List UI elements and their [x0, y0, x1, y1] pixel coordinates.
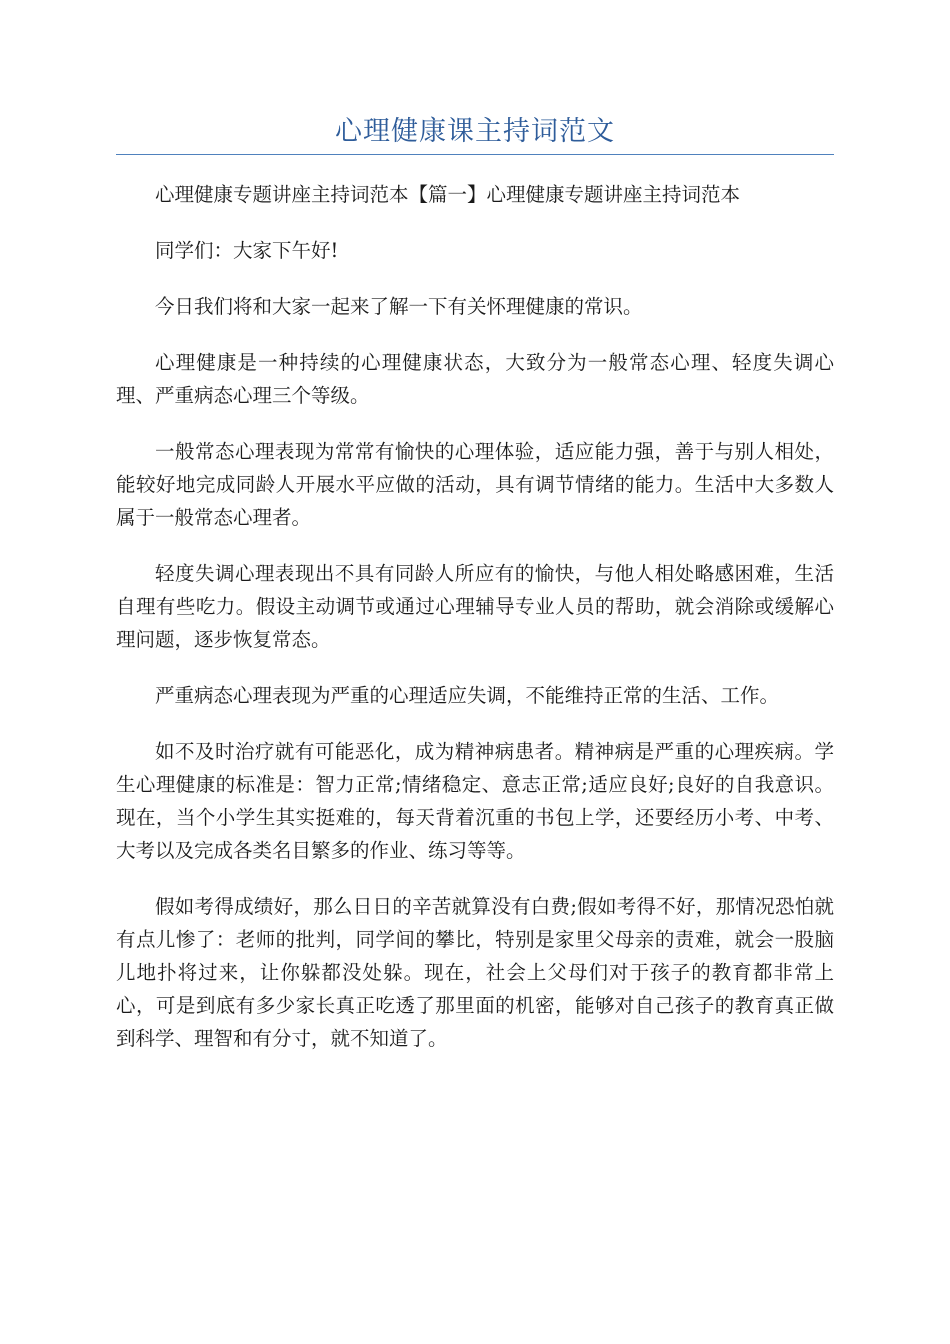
- document-body: [116, 178, 834, 1078]
- title-underline: [116, 154, 834, 155]
- paragraph: 同学们：大家下午好!: [155, 239, 339, 262]
- paragraph: 心理健康是一种持续的心理健康状态，大致分为一般常态心理、轻度失调心理、严重病态心理三个等级。: [116, 351, 834, 407]
- paragraph: 心理健康专题讲座主持词范本【篇一】心理健康专题讲座主持词范本: [155, 183, 741, 206]
- paragraph: 假如考得成绩好，那么日日的辛苦就算没有白费;假如考得不好，那情况恐怕就有点儿惨了：老师的批判，同学间的攀比，特别是家里父母亲的责难，就会一股脑儿地扑将过来，让你躲都没处躲。现在，社会上父母们对于孩子的教育都非常上心，可是到底有多少家长真正吃透了那里面的机密，能够对自己孩子的教育真正做到科学、理智和有分寸，就不知道了。: [116, 895, 834, 1050]
- paragraph: 严重病态心理表现为严重的心理适应失调，不能维持正常的生活、工作。: [155, 684, 780, 707]
- paragraph: 一般常态心理表现为常常有愉快的心理体验，适应能力强，善于与别人相处，能较好地完成同龄人开展水平应做的活动，具有调节情绪的能力。生活中大多数人属于一般常态心理者。: [116, 440, 834, 529]
- paragraph: 今日我们将和大家一起来了解一下有关怀理健康的常识。: [155, 295, 643, 318]
- document-title: 心理健康课主持词范文: [335, 116, 615, 147]
- paragraph: 如不及时治疗就有可能恶化，成为精神病患者。精神病是严重的心理疾病。学生心理健康的标准是：智力正常;情绪稳定、意志正常;适应良好;良好的自我意识。现在，当个小学生其实挺难的，每天背着沉重的书包上学，还要经历小考、中考、大考以及完成各类名目繁多的作业、练习等等。: [116, 740, 834, 862]
- paragraph: 轻度失调心理表现出不具有同龄人所应有的愉快，与他人相处略感困难，生活自理有些吃力。假设主动调节或通过心理辅导专业人员的帮助，就会消除或缓解心理问题，逐步恢复常态。: [116, 562, 834, 651]
